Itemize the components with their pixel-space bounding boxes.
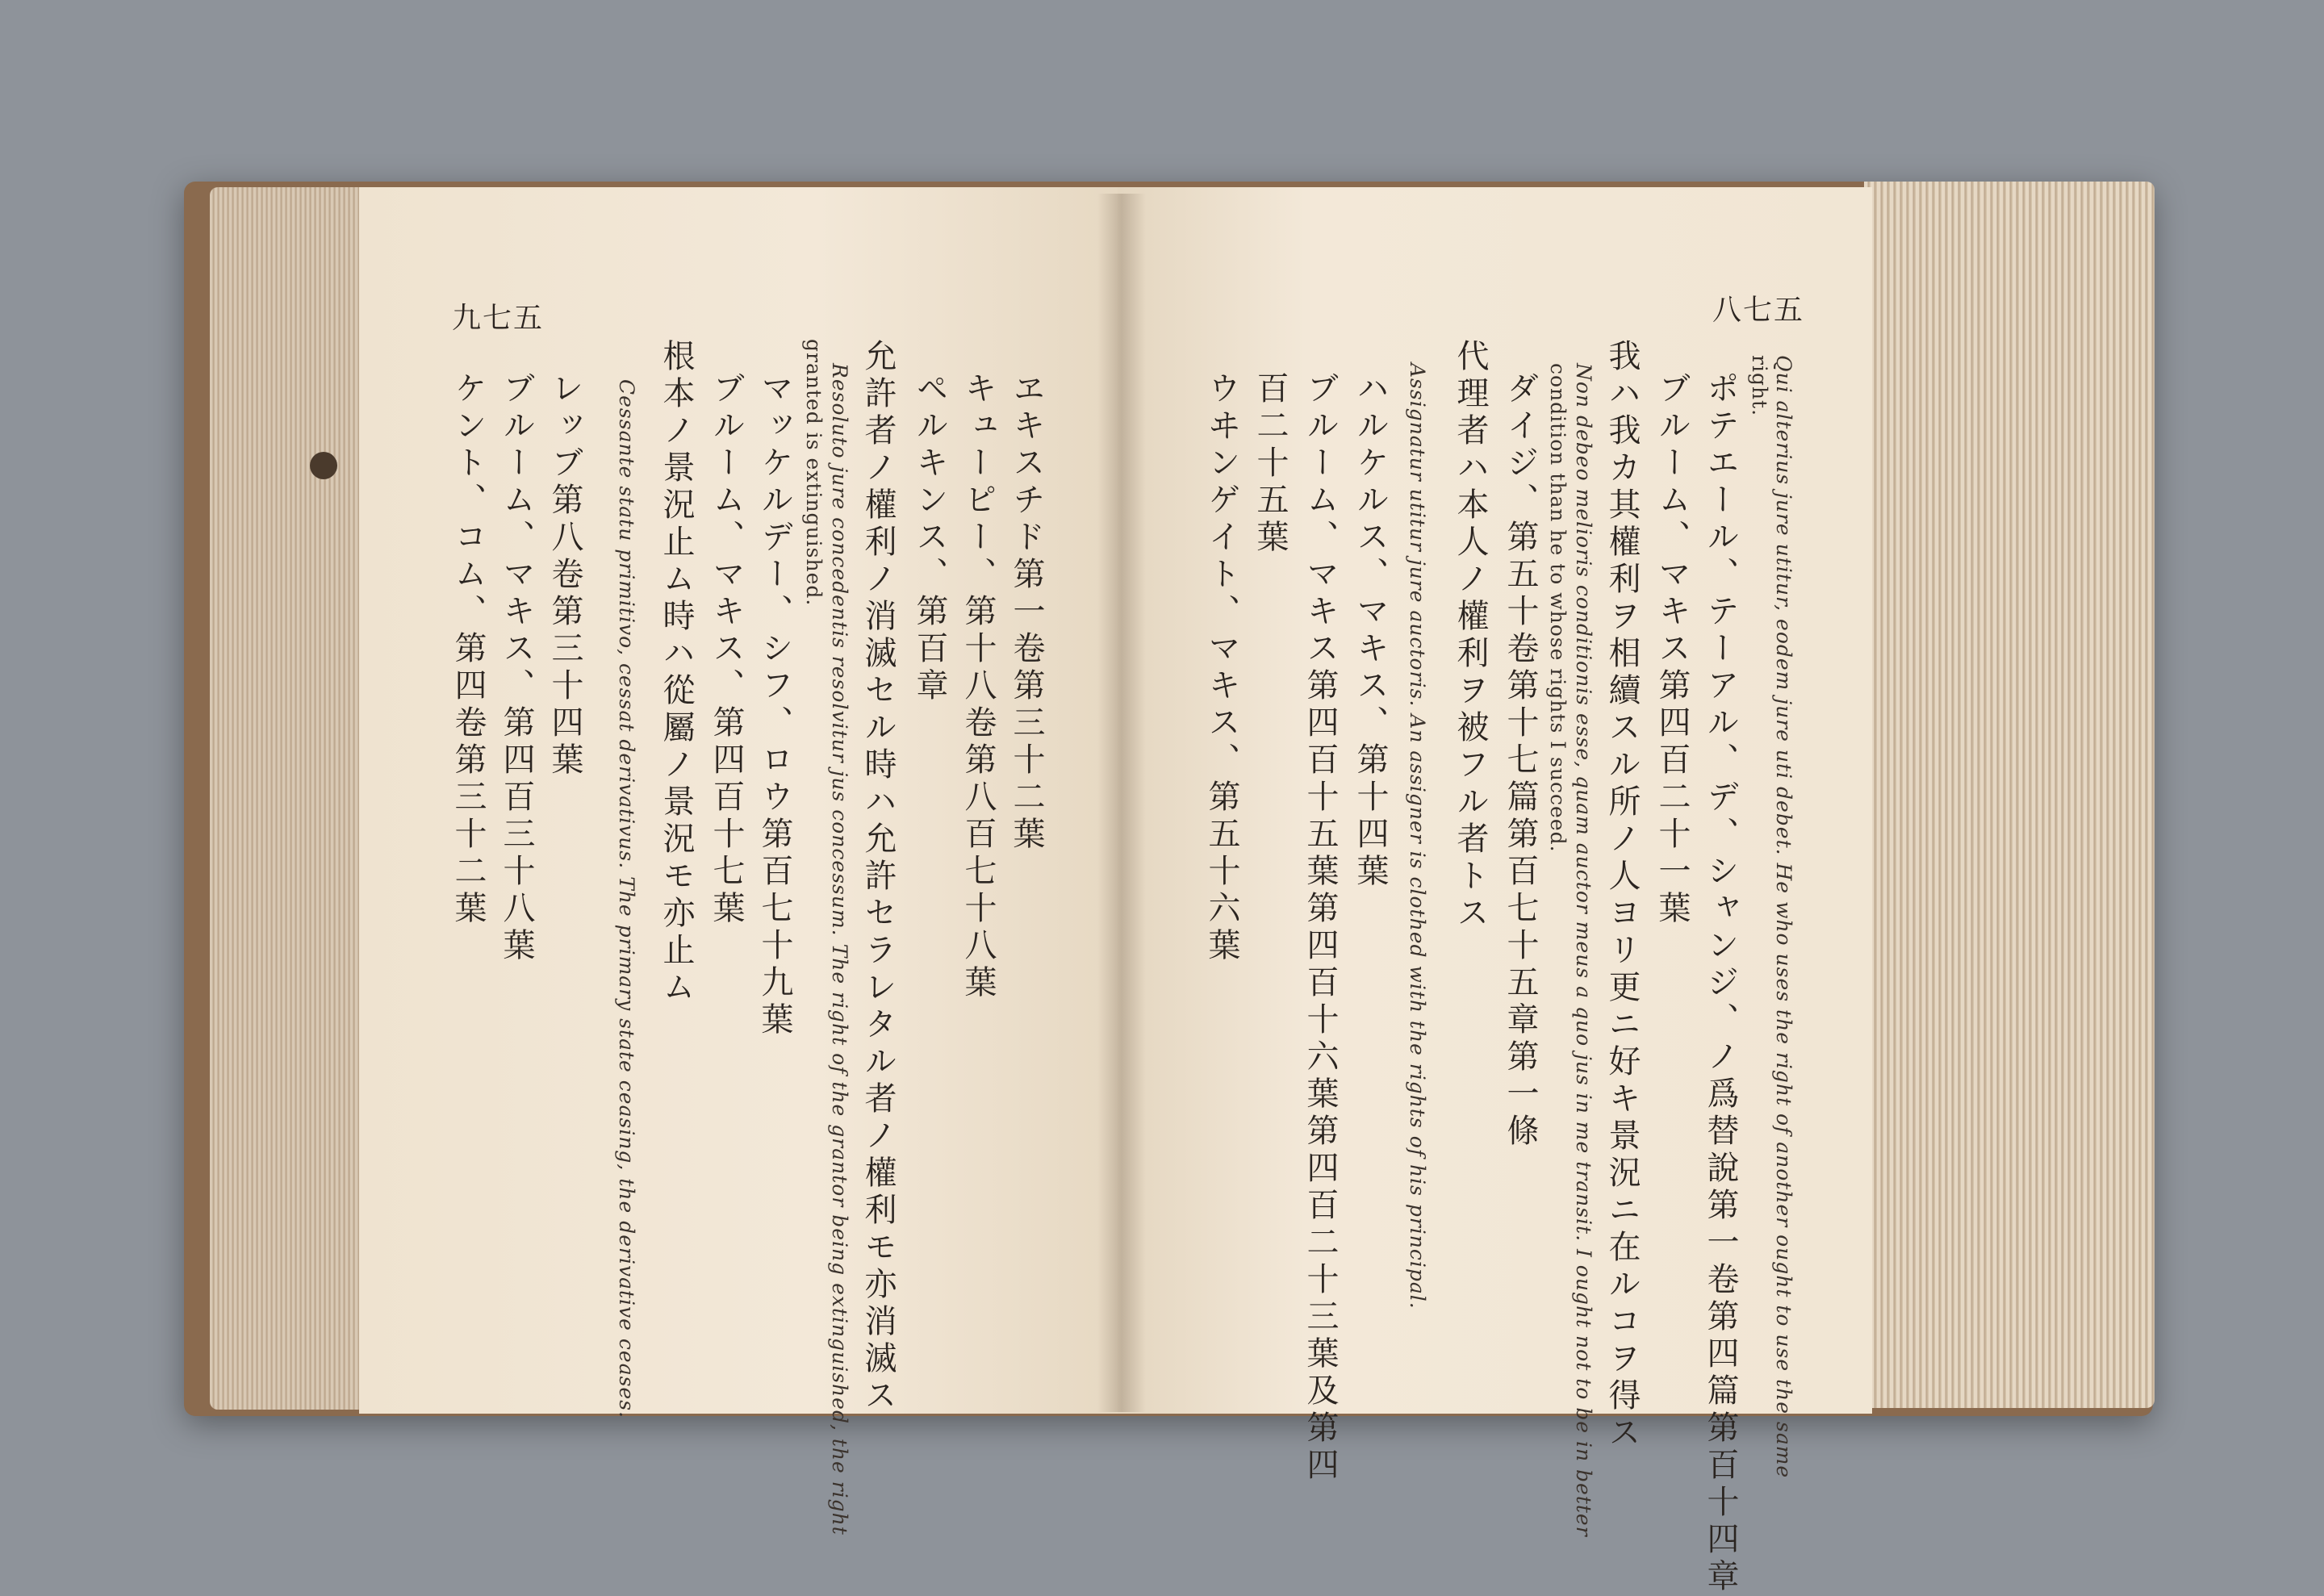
right-line-1: Qui alterius jure utitur, eodem jure uti debet. He who uses the right of another ought to use the same: [1772, 355, 1795, 1479]
left-line-2: キューピー、第十八卷第八百七十八葉: [959, 371, 997, 1002]
left-line-13: ケント、コム、第四卷第三十二葉: [449, 371, 487, 928]
right-line-10: Assignatur utitur jure auctoris. An assigner is clothed with the rights of his principal.: [1406, 363, 1429, 1310]
left-line-10: Cessante statu primitivo, cessat derivativus. The primary state ceasing, the derivative ceases.: [615, 379, 638, 1418]
right-line-5: 我ハ我カ其權利ヲ相續スル所ノ人ヨリ更ニ好キ景況ニ在ルコヲ得ス: [1603, 339, 1641, 1452]
binding-hole: [310, 452, 337, 479]
left-line-11: レッブ第八卷第三十四葉: [546, 371, 583, 779]
right-line-6: Non debeo melioris conditionis esse, quam auctor meus a quo jus in me transit. I ought not to be in better: [1572, 363, 1595, 1537]
right-line-7: condition than he to whose rights I succeed.: [1546, 363, 1570, 853]
left-page-number: 九七五: [452, 302, 545, 335]
book-gutter: [1097, 194, 1146, 1412]
left-line-4: 允許者ノ權利ノ消滅セル時ハ允許セラレタル者ノ權利モ亦消滅ス: [859, 339, 897, 1415]
left-line-6: granted is extinguished.: [802, 339, 826, 607]
right-page-number: 八七五: [1712, 294, 1805, 327]
right-line-11: ハルケルス、マキス、第十四葉: [1352, 371, 1389, 891]
left-line-7: マッケルデー、シフ、ロウ第百七十九葉: [756, 371, 793, 1039]
left-page-edges: [210, 187, 371, 1410]
right-line-4: ブルーム、マキス第四百二十一葉: [1653, 371, 1691, 928]
left-line-8: ブルーム、マキス、第四百十七葉: [708, 371, 745, 928]
right-line-3: ポテエール、テーアル、デ、シャンジ、ノ爲替說第一卷第四篇第百十四章: [1702, 371, 1739, 1596]
left-line-5: Resoluto jure concedentis resolvitur jus concessum. The right of the grantor being extinguished, the right: [828, 363, 851, 1535]
right-line-9: 代理者ハ本人ノ權利ヲ被フル者トス: [1452, 339, 1489, 933]
right-line-12: ブルーム、マキス第四百十五葉第四百十六葉第四百二十三葉及第四: [1302, 371, 1339, 1485]
right-line-14: ウヰンゲイト、マキス、第五十六葉: [1203, 371, 1240, 965]
right-line-8: ダイジ、第五十卷第十七篇第百七十五章第一條: [1502, 371, 1539, 1151]
left-line-1: ヱキスチド第一卷第三十二葉: [1008, 371, 1045, 854]
left-line-12: ブルーム、マキス、第四百三十八葉: [498, 371, 535, 965]
right-line-2: right.: [1748, 355, 1771, 417]
left-line-9: 根本ノ景況止ム時ハ從屬ノ景況モ亦止ム: [658, 339, 695, 1007]
right-line-13: 百二十五葉: [1252, 371, 1289, 557]
left-line-3: ペルキンス、第百章: [911, 371, 948, 705]
right-page-edges: [1864, 182, 2155, 1408]
